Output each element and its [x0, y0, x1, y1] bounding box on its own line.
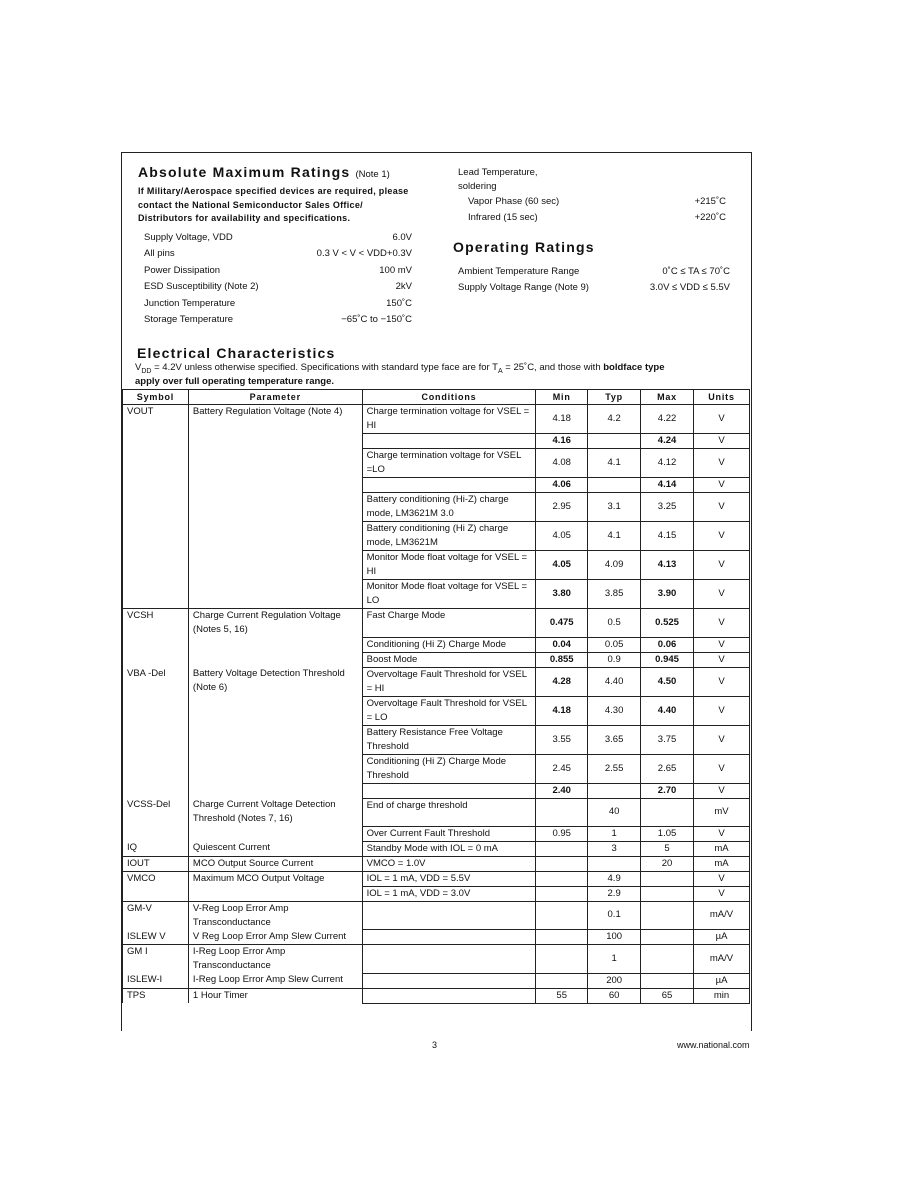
- cell-conditions: Fast Charge Mode: [362, 609, 536, 638]
- cell-typ: 4.1: [588, 522, 641, 551]
- elec-intro: $V_{DD} = 4.2V$ unless otherwise specified. Specifications with standard type face are for $T_A$ = 25˚C, and those with boldface type apply over full operating temperature range.: [135, 362, 665, 388]
- cell-conditions: [362, 988, 536, 1003]
- cell-units: V: [694, 637, 750, 652]
- cell-conditions: Monitor Mode float voltage for VSEL = HI: [362, 551, 536, 580]
- cell-parameter: V-Reg Loop Error Amp Transconductance: [188, 901, 362, 930]
- cell-typ: 4.2: [588, 405, 641, 434]
- col-max: Max: [641, 390, 694, 405]
- table-row: [123, 930, 750, 945]
- cell-max: [641, 871, 694, 886]
- cell-min: [536, 871, 588, 886]
- abs-max-value: −65˚C to −150˚C: [341, 313, 412, 325]
- cell-min: 4.08: [536, 449, 588, 478]
- cell-parameter: [188, 551, 362, 580]
- cell-units: V: [694, 754, 750, 783]
- cell-symbol: GM-V: [123, 901, 189, 930]
- cell-parameter: Charge Current Regulation Voltage (Notes 5, 16): [188, 609, 362, 638]
- cell-units: mA: [694, 841, 750, 856]
- cell-symbol: [123, 478, 189, 493]
- cell-parameter: Battery Voltage Detection Threshold (Note 6): [188, 667, 362, 696]
- abs-max-row: [144, 246, 412, 262]
- cell-symbol: [123, 637, 189, 652]
- cell-typ: 100: [588, 930, 641, 945]
- table-row: [123, 478, 750, 493]
- cell-max: 4.14: [641, 478, 694, 493]
- cell-symbol: [123, 725, 189, 754]
- page-number: 3: [432, 1040, 438, 1050]
- cell-min: 4.06: [536, 478, 588, 493]
- cell-max: 65: [641, 988, 694, 1003]
- cell-conditions: Overvoltage Fault Threshold for VSEL = HI: [362, 667, 536, 696]
- cell-min: 0.95: [536, 826, 588, 841]
- cell-min: 2.95: [536, 493, 588, 522]
- cell-parameter: [188, 652, 362, 667]
- cell-symbol: [123, 652, 189, 667]
- col-symbol: Symbol: [123, 390, 189, 405]
- cell-symbol: [123, 754, 189, 783]
- cell-typ: 3.1: [588, 493, 641, 522]
- abs-max-row: [144, 279, 412, 295]
- cell-max: 4.22: [641, 405, 694, 434]
- table-row: [123, 580, 750, 609]
- table-row: [123, 826, 750, 841]
- cell-max: 4.50: [641, 667, 694, 696]
- cell-conditions: IOL = 1 mA, VDD = 3.0V: [362, 886, 536, 901]
- cell-parameter: [188, 434, 362, 449]
- abs-max-title: Absolute Maximum Ratings: [138, 164, 351, 180]
- cell-units: V: [694, 696, 750, 725]
- op-ratings-title: Operating Ratings: [453, 239, 595, 255]
- cell-min: 2.45: [536, 754, 588, 783]
- cell-max: 5: [641, 841, 694, 856]
- cell-parameter: [188, 522, 362, 551]
- cell-units: V: [694, 609, 750, 638]
- cell-typ: 4.40: [588, 667, 641, 696]
- cell-conditions: Boost Mode: [362, 652, 536, 667]
- cell-min: [536, 856, 588, 871]
- table-row: [123, 871, 750, 886]
- abs-max-label: Storage Temperature: [144, 313, 234, 325]
- cell-symbol: [123, 551, 189, 580]
- cell-max: [641, 930, 694, 945]
- lead-temp-item-label: Infrared (15 sec): [468, 212, 538, 224]
- abs-max-heading: [138, 164, 390, 180]
- cell-units: V: [694, 580, 750, 609]
- cell-min: [536, 973, 588, 988]
- cell-typ: 1: [588, 826, 641, 841]
- op-ratings-value: 3.0V ≤ VDD ≤ 5.5V: [649, 282, 730, 294]
- cell-typ: 3.85: [588, 580, 641, 609]
- cell-symbol: ISLEW V: [123, 930, 189, 945]
- op-ratings-list: [458, 264, 730, 297]
- cell-symbol: VCSS-Del: [123, 798, 189, 826]
- table-row: [123, 637, 750, 652]
- cell-max: 0.525: [641, 609, 694, 638]
- table-row: [123, 798, 750, 826]
- electrical-characteristics-table: [122, 389, 750, 1004]
- cell-min: 3.55: [536, 725, 588, 754]
- abs-max-row: [144, 296, 412, 312]
- cell-typ: [588, 856, 641, 871]
- cell-max: [641, 901, 694, 930]
- cell-symbol: VOUT: [123, 405, 189, 434]
- cell-max: 4.24: [641, 434, 694, 449]
- cell-units: V: [694, 652, 750, 667]
- table-row: [123, 945, 750, 974]
- cell-units: V: [694, 886, 750, 901]
- cell-typ: 40: [588, 798, 641, 826]
- cell-max: [641, 973, 694, 988]
- cell-symbol: GM I: [123, 945, 189, 974]
- lead-temp-label-2: soldering: [458, 181, 497, 192]
- cell-min: [536, 841, 588, 856]
- cell-units: V: [694, 478, 750, 493]
- cell-conditions: [362, 945, 536, 974]
- website: www.national.com: [677, 1040, 750, 1050]
- cell-units: min: [694, 988, 750, 1003]
- cell-min: 4.18: [536, 696, 588, 725]
- abs-max-note: (Note 1): [355, 169, 390, 180]
- cell-max: [641, 798, 694, 826]
- col-units: Units: [694, 390, 750, 405]
- cell-min: 3.80: [536, 580, 588, 609]
- cell-typ: 4.1: [588, 449, 641, 478]
- cell-conditions: [362, 930, 536, 945]
- cell-min: 4.05: [536, 522, 588, 551]
- cell-max: 3.90: [641, 580, 694, 609]
- cell-max: 3.75: [641, 725, 694, 754]
- cell-min: 4.28: [536, 667, 588, 696]
- table-row: [123, 754, 750, 783]
- cell-conditions: Standby Mode with IOL = 0 mA: [362, 841, 536, 856]
- cell-typ: 0.1: [588, 901, 641, 930]
- lead-temp-row: [458, 194, 726, 210]
- op-ratings-value: 0˚C ≤ TA ≤ 70˚C: [662, 266, 730, 277]
- table-row: [123, 551, 750, 580]
- cell-conditions: Conditioning (Hi Z) Charge Mode: [362, 637, 536, 652]
- cell-conditions: Battery conditioning (Hi Z) charge mode, LM3621M: [362, 522, 536, 551]
- elec-title: Electrical Characteristics: [137, 345, 336, 361]
- cell-conditions: Overvoltage Fault Threshold for VSEL = LO: [362, 696, 536, 725]
- cell-typ: [588, 783, 641, 798]
- cell-max: 4.40: [641, 696, 694, 725]
- cell-typ: 200: [588, 973, 641, 988]
- cell-units: mA/V: [694, 901, 750, 930]
- cell-symbol: [123, 783, 189, 798]
- cell-symbol: [123, 434, 189, 449]
- cell-parameter: [188, 754, 362, 783]
- cell-typ: 4.09: [588, 551, 641, 580]
- abs-max-label: All pins: [144, 248, 175, 260]
- cell-max: 20: [641, 856, 694, 871]
- cell-max: 4.13: [641, 551, 694, 580]
- abs-max-value: 2kV: [395, 281, 412, 293]
- cell-max: 3.25: [641, 493, 694, 522]
- cell-parameter: I-Reg Loop Error Amp Transconductance: [188, 945, 362, 974]
- col-parameter: Parameter: [188, 390, 362, 405]
- cell-max: 0.945: [641, 652, 694, 667]
- cell-parameter: [188, 637, 362, 652]
- cell-typ: 3.65: [588, 725, 641, 754]
- cell-units: V: [694, 522, 750, 551]
- lead-temp-row: [458, 210, 726, 226]
- cell-units: V: [694, 826, 750, 841]
- cell-min: 4.05: [536, 551, 588, 580]
- cell-min: [536, 930, 588, 945]
- cell-units: mA: [694, 856, 750, 871]
- cell-max: 2.70: [641, 783, 694, 798]
- cell-min: 2.40: [536, 783, 588, 798]
- cell-units: V: [694, 493, 750, 522]
- cell-units: V: [694, 783, 750, 798]
- military-note: If Military/Aerospace specified devices are required, please contact the National Semiconductor Sales Office/ Distributors for availability and specifications.: [138, 186, 409, 223]
- cell-units: V: [694, 405, 750, 434]
- abs-max-label: Power Dissipation: [144, 264, 221, 276]
- cell-min: [536, 798, 588, 826]
- lead-temp-item-value: +220˚C: [694, 212, 726, 224]
- cell-parameter: Quiescent Current: [188, 841, 362, 856]
- cell-units: V: [694, 871, 750, 886]
- cell-conditions: Over Current Fault Threshold: [362, 826, 536, 841]
- lead-temp-item-value: +215˚C: [694, 196, 726, 207]
- cell-units: µA: [694, 930, 750, 945]
- table-row: [123, 988, 750, 1003]
- cell-parameter: MCO Output Source Current: [188, 856, 362, 871]
- col-min: Min: [536, 390, 588, 405]
- col-typ: Typ: [588, 390, 641, 405]
- cell-min: 55: [536, 988, 588, 1003]
- cell-conditions: Charge termination voltage for VSEL =LO: [362, 449, 536, 478]
- table-row: [123, 725, 750, 754]
- cell-units: V: [694, 725, 750, 754]
- cell-conditions: End of charge threshold: [362, 798, 536, 826]
- abs-max-value: 100 mV: [379, 264, 412, 276]
- cell-parameter: [188, 449, 362, 478]
- table-row: [123, 609, 750, 638]
- lead-temp-block: [458, 166, 726, 227]
- cell-parameter: [188, 696, 362, 725]
- cell-max: 1.05: [641, 826, 694, 841]
- cell-typ: [588, 478, 641, 493]
- cell-conditions: Monitor Mode float voltage for VSEL = LO: [362, 580, 536, 609]
- table-row: [123, 696, 750, 725]
- abs-max-label: Supply Voltage, VDD: [144, 232, 233, 243]
- cell-units: mV: [694, 798, 750, 826]
- table-row: [123, 522, 750, 551]
- cell-min: 0.855: [536, 652, 588, 667]
- cell-max: 0.06: [641, 637, 694, 652]
- table-row: [123, 667, 750, 696]
- cell-symbol: IOUT: [123, 856, 189, 871]
- abs-max-value: 6.0V: [392, 232, 412, 243]
- table-row: [123, 493, 750, 522]
- cell-parameter: [188, 493, 362, 522]
- cell-parameter: Battery Regulation Voltage (Note 4): [188, 405, 362, 434]
- cell-typ: 2.9: [588, 886, 641, 901]
- cell-units: V: [694, 667, 750, 696]
- cell-max: [641, 886, 694, 901]
- cell-symbol: [123, 580, 189, 609]
- cell-min: [536, 901, 588, 930]
- op-ratings-label: Ambient Temperature Range: [458, 266, 580, 277]
- op-ratings-label: Supply Voltage Range (Note 9): [458, 282, 589, 294]
- cell-parameter: I-Reg Loop Error Amp Slew Current: [188, 973, 362, 988]
- cell-typ: 0.5: [588, 609, 641, 638]
- op-ratings-row: [458, 264, 730, 280]
- abs-max-label: Junction Temperature: [144, 297, 236, 309]
- cell-symbol: [123, 826, 189, 841]
- cell-min: 0.475: [536, 609, 588, 638]
- table-row: [123, 886, 750, 901]
- cell-symbol: VCSH: [123, 609, 189, 638]
- cell-units: mA/V: [694, 945, 750, 974]
- cell-typ: 4.30: [588, 696, 641, 725]
- cell-parameter: V Reg Loop Error Amp Slew Current: [188, 930, 362, 945]
- cell-conditions: VMCO = 1.0V: [362, 856, 536, 871]
- abs-max-label: ESD Susceptibility (Note 2): [144, 281, 259, 293]
- cell-units: µA: [694, 973, 750, 988]
- cell-min: 0.04: [536, 637, 588, 652]
- table-row: [123, 973, 750, 988]
- cell-parameter: [188, 783, 362, 798]
- cell-parameter: [188, 886, 362, 901]
- cell-typ: 60: [588, 988, 641, 1003]
- table-row: [123, 449, 750, 478]
- cell-typ: 3: [588, 841, 641, 856]
- cell-conditions: [362, 973, 536, 988]
- cell-symbol: IQ: [123, 841, 189, 856]
- cell-min: [536, 886, 588, 901]
- cell-conditions: Charge termination voltage for VSEL = HI: [362, 405, 536, 434]
- cell-conditions: [362, 901, 536, 930]
- cell-typ: 4.9: [588, 871, 641, 886]
- abs-max-value: 0.3 V < V < VDD+0.3V: [316, 248, 412, 260]
- cell-units: V: [694, 449, 750, 478]
- cell-parameter: Charge Current Voltage Detection Threshold (Notes 7, 16): [188, 798, 362, 826]
- cell-symbol: [123, 886, 189, 901]
- cell-min: 4.16: [536, 434, 588, 449]
- cell-parameter: [188, 826, 362, 841]
- cell-typ: 0.05: [588, 637, 641, 652]
- cell-conditions: Battery Resistance Free Voltage Threshold: [362, 725, 536, 754]
- abs-max-value: 150˚C: [386, 297, 412, 309]
- cell-parameter: [188, 478, 362, 493]
- table-header-row: [123, 390, 750, 405]
- cell-symbol: VBA -Del: [123, 667, 189, 696]
- cell-units: V: [694, 434, 750, 449]
- cell-min: 4.18: [536, 405, 588, 434]
- cell-symbol: [123, 696, 189, 725]
- cell-max: 2.65: [641, 754, 694, 783]
- cell-conditions: Battery conditioning (Hi-Z) charge mode, LM3621M 3.0: [362, 493, 536, 522]
- cell-parameter: [188, 580, 362, 609]
- cell-max: 4.12: [641, 449, 694, 478]
- cell-conditions: Conditioning (Hi Z) Charge Mode Threshold: [362, 754, 536, 783]
- cell-symbol: VMCO: [123, 871, 189, 886]
- cell-typ: 0.9: [588, 652, 641, 667]
- table-row: [123, 856, 750, 871]
- cell-max: [641, 945, 694, 974]
- cell-parameter: 1 Hour Timer: [188, 988, 362, 1003]
- cell-conditions: [362, 783, 536, 798]
- lead-temp-item-label: Vapor Phase (60 sec): [468, 196, 560, 207]
- cell-parameter: [188, 725, 362, 754]
- cell-conditions: [362, 434, 536, 449]
- cell-symbol: ISLEW-I: [123, 973, 189, 988]
- cell-symbol: TPS: [123, 988, 189, 1003]
- cell-symbol: [123, 493, 189, 522]
- cell-max: 4.15: [641, 522, 694, 551]
- col-conditions: Conditions: [362, 390, 536, 405]
- table-row: [123, 652, 750, 667]
- cell-conditions: IOL = 1 mA, VDD = 5.5V: [362, 871, 536, 886]
- abs-max-row: [144, 263, 412, 279]
- lead-temp-label: Lead Temperature,: [458, 167, 538, 178]
- table-row: [123, 841, 750, 856]
- cell-parameter: Maximum MCO Output Voltage: [188, 871, 362, 886]
- cell-typ: 2.55: [588, 754, 641, 783]
- cell-typ: [588, 434, 641, 449]
- abs-max-list: [144, 230, 412, 328]
- cell-conditions: [362, 478, 536, 493]
- cell-typ: 1: [588, 945, 641, 974]
- cell-min: [536, 945, 588, 974]
- cell-units: V: [694, 551, 750, 580]
- table-row: [123, 901, 750, 930]
- cell-symbol: [123, 522, 189, 551]
- cell-symbol: [123, 449, 189, 478]
- table-row: [123, 405, 750, 434]
- table-row: [123, 783, 750, 798]
- table-row: [123, 434, 750, 449]
- abs-max-row: [144, 230, 412, 246]
- op-ratings-row: [458, 280, 730, 296]
- abs-max-row: [144, 312, 412, 328]
